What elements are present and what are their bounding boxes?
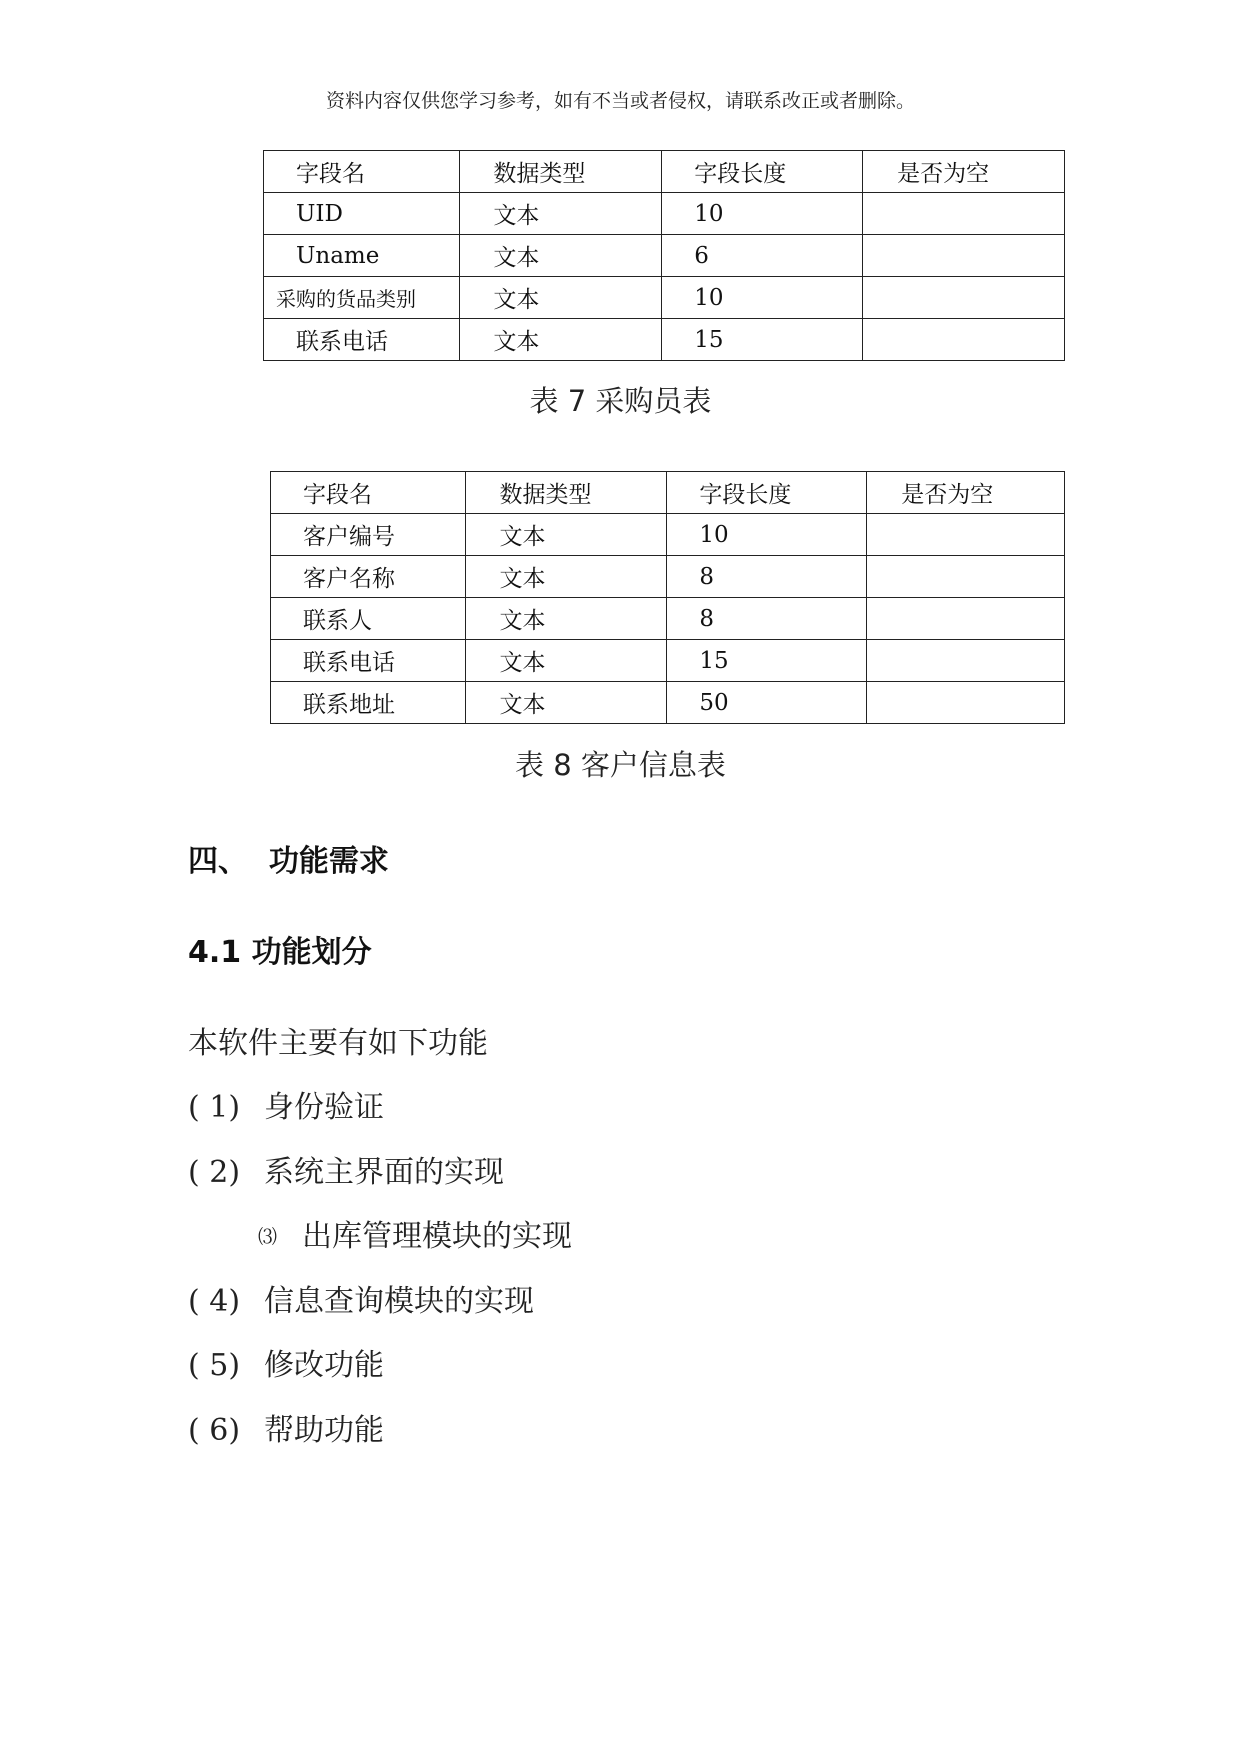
table-cell: 8	[667, 556, 867, 598]
table-cell	[863, 277, 1065, 319]
list-item-number: ( 4)	[188, 1284, 241, 1319]
list-item-text: 信息查询模块的实现	[264, 1284, 534, 1319]
table-row	[271, 514, 1065, 556]
table-cell: 10	[662, 277, 863, 319]
table-cell: 文本	[460, 235, 662, 277]
copyright-notice: 资料内容仅供您学习参考，如有不当或者侵权，请联系改正或者删除。	[325, 90, 915, 112]
table-cell	[867, 556, 1065, 598]
subsection-heading: 4.1 功能划分	[188, 935, 372, 970]
table-cell	[863, 235, 1065, 277]
table-row	[271, 598, 1065, 640]
table-cell: 联系地址	[271, 682, 466, 724]
table-row	[264, 277, 1065, 319]
list-item-text: 出库管理模块的实现	[302, 1219, 572, 1254]
table-cell: 联系电话	[271, 640, 466, 682]
table-cell: 6	[662, 235, 863, 277]
list-item-number: ( 5)	[188, 1348, 241, 1383]
table-row	[264, 235, 1065, 277]
table-cell: 文本	[466, 598, 667, 640]
list-item-number: ( 6)	[188, 1413, 241, 1448]
list-item	[188, 1082, 384, 1126]
list-item	[258, 1211, 572, 1255]
header-cell: 数据类型	[466, 472, 667, 514]
table-header-row	[264, 151, 1065, 193]
table-cell: 文本	[466, 514, 667, 556]
header-cell: 字段长度	[662, 151, 863, 193]
list-item-number: ⑶	[258, 1226, 278, 1248]
list-item	[188, 1147, 504, 1191]
table-cell: 文本	[466, 556, 667, 598]
table-row	[271, 556, 1065, 598]
table-row	[271, 640, 1065, 682]
list-item	[188, 1276, 534, 1320]
section-heading: 四、 功能需求	[188, 844, 389, 879]
table-cell: 联系人	[271, 598, 466, 640]
table-cell	[867, 640, 1065, 682]
header-cell: 字段长度	[667, 472, 867, 514]
table-caption: 表 8 客户信息表	[515, 748, 726, 782]
list-item-number: ( 2)	[188, 1155, 241, 1190]
table-header-row	[271, 472, 1065, 514]
header-cell: 字段名	[271, 472, 466, 514]
table-cell: 客户名称	[271, 556, 466, 598]
table-cell: 联系电话	[264, 319, 460, 361]
list-item-text: 身份验证	[264, 1090, 384, 1125]
table-cell: UID	[264, 193, 460, 235]
table-cell	[867, 598, 1065, 640]
table-cell	[863, 319, 1065, 361]
table-cell	[867, 514, 1065, 556]
list-item-number: ( 1)	[188, 1090, 241, 1125]
list-item-text: 系统主界面的实现	[264, 1155, 504, 1190]
table-cell: 文本	[460, 277, 662, 319]
header-cell: 数据类型	[460, 151, 662, 193]
customer-info-table	[270, 471, 1065, 724]
table-cell: 文本	[460, 193, 662, 235]
table-cell: 50	[667, 682, 867, 724]
table-cell	[863, 193, 1065, 235]
header-cell: 是否为空	[867, 472, 1065, 514]
header-cell: 字段名	[264, 151, 460, 193]
table-caption: 表 7 采购员表	[529, 384, 712, 418]
table-row	[271, 682, 1065, 724]
table-cell: 客户编号	[271, 514, 466, 556]
table-cell: 10	[662, 193, 863, 235]
table-cell: Uname	[264, 235, 460, 277]
list-item-text: 修改功能	[264, 1348, 384, 1383]
table-cell: 文本	[460, 319, 662, 361]
list-item	[188, 1340, 384, 1384]
list-item	[188, 1405, 384, 1449]
list-item-text: 帮助功能	[264, 1413, 384, 1448]
intro-paragraph: 本软件主要有如下功能	[188, 1026, 488, 1061]
table-cell: 15	[662, 319, 863, 361]
table-cell: 采购的货品类别	[264, 277, 460, 319]
table-row	[264, 193, 1065, 235]
table-row	[264, 319, 1065, 361]
table-cell: 8	[667, 598, 867, 640]
table-cell: 文本	[466, 682, 667, 724]
table-cell: 文本	[466, 640, 667, 682]
purchaser-table	[263, 150, 1065, 361]
table-cell: 10	[667, 514, 867, 556]
table-cell	[867, 682, 1065, 724]
header-cell: 是否为空	[863, 151, 1065, 193]
table-cell: 15	[667, 640, 867, 682]
